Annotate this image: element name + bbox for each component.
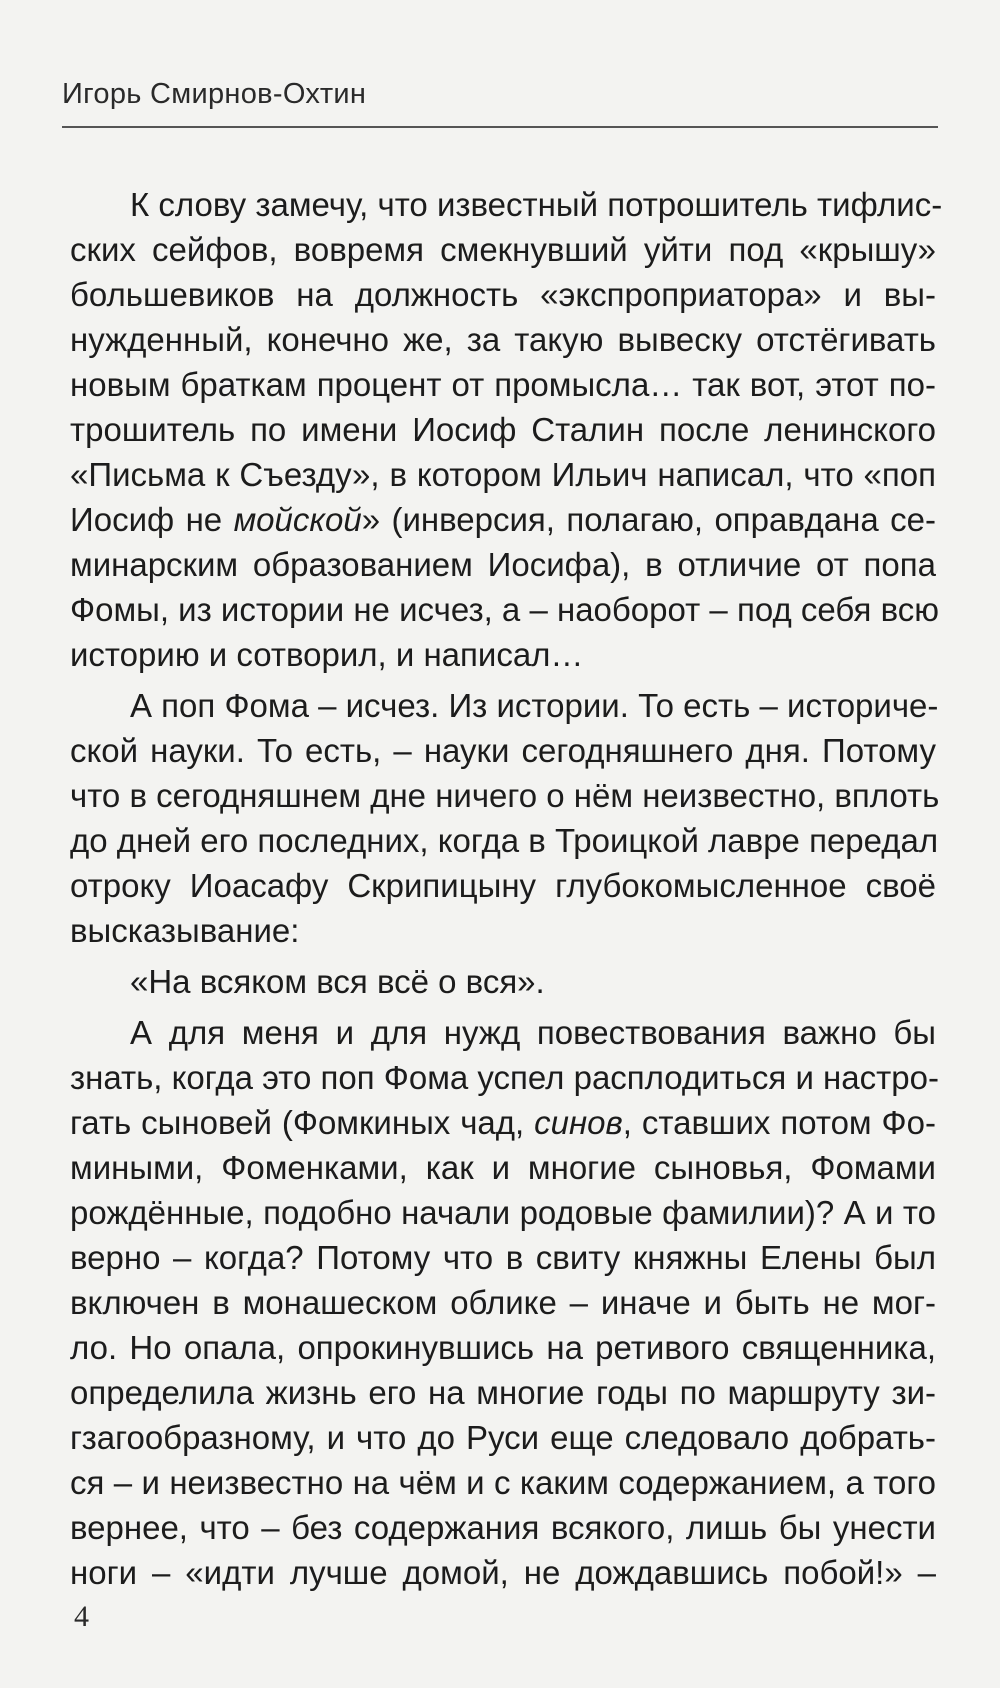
text-line: ских сейфов, вовремя смекнувший уйти под «крышу»: [70, 231, 936, 268]
paragraph-quote: [70, 959, 936, 1004]
text-line: Фомы, из истории не исчез, а – наоборот – под себя всю: [70, 591, 939, 628]
paragraph: [70, 182, 943, 677]
text-line: гать сыновей (Фомкиных чад, синов, ставших потом Фо-: [70, 1104, 936, 1141]
text-line: А для меня и для нужд повествования важно бы: [130, 1014, 936, 1051]
text-line: нужденный, конечно же, за такую вывеску отстёгивать: [70, 321, 936, 358]
text-line: верно – когда? Потому что в свиту княжны Елены был: [70, 1239, 936, 1276]
text-line: ло. Но опала, опрокинувшись на ретивого священника,: [70, 1329, 936, 1366]
page-number: 4: [74, 1600, 89, 1633]
paragraph: [70, 683, 940, 953]
text-line: А поп Фома – исчез. Из истории. То есть – историче-: [130, 687, 939, 724]
header-divider: [62, 126, 938, 128]
text-line: «На всяком вся всё о вся».: [130, 963, 545, 1000]
text-line: ноги – «идти лучше домой, не дождавшись побой!» –: [70, 1554, 936, 1591]
text-line: «Письма к Съезду», в котором Ильич написал, что «поп: [70, 456, 936, 493]
text-line: включен в монашеском облике – иначе и быть не мог-: [70, 1284, 936, 1321]
text-line: ся – и неизвестно на чём и с каким содержанием, а того: [70, 1464, 936, 1501]
text-line: большевиков на должность «экспроприатора» и вы-: [70, 276, 936, 313]
text-line: К слову замечу, что известный потрошитель тифлис-: [130, 186, 943, 223]
text-line: до дней его последних, когда в Троицкой лавре передал: [70, 822, 939, 859]
body-text: [70, 182, 943, 1601]
text-line: высказывание:: [70, 912, 300, 949]
text-line: рождённые, подобно начали родовые фамилии)? А и то: [70, 1194, 936, 1231]
text-line: Иосиф не мойской» (инверсия, полагаю, оправдана се-: [70, 501, 936, 538]
emphasis-word: синов: [534, 1104, 623, 1141]
text-line: ской науки. То есть, – науки сегодняшнего дня. Потому: [70, 732, 936, 769]
text-line: отроку Иоасафу Скрипицыну глубокомысленное своё: [70, 867, 936, 904]
text-line: что в сегодняшнем дне ничего о нём неизвестно, вплоть: [70, 777, 940, 814]
text-line: миными, Фоменками, как и многие сыновья, Фомами: [70, 1149, 936, 1186]
text-line: знать, когда это поп Фома успел расплодиться и настро-: [70, 1059, 939, 1096]
running-head-author: Игорь Смирнов-Охтин: [62, 78, 367, 110]
text-line: трошитель по имени Иосиф Сталин после ленинского: [70, 411, 936, 448]
text-line: определила жизнь его на многие годы по маршруту зи-: [70, 1374, 936, 1411]
text-line: минарским образованием Иосифа), в отличие от попа: [70, 546, 936, 583]
text-line: новым браткам процент от промысла… так вот, этот по-: [70, 366, 936, 403]
text-line: вернее, что – без содержания всякого, лишь бы унести: [70, 1509, 936, 1546]
text-line: историю и сотворил, и написал…: [70, 636, 584, 673]
paragraph: [70, 1010, 939, 1595]
emphasis-word: мойской: [233, 501, 362, 538]
text-line: гзагообразному, и что до Руси еще следовало добрать-: [70, 1419, 936, 1456]
